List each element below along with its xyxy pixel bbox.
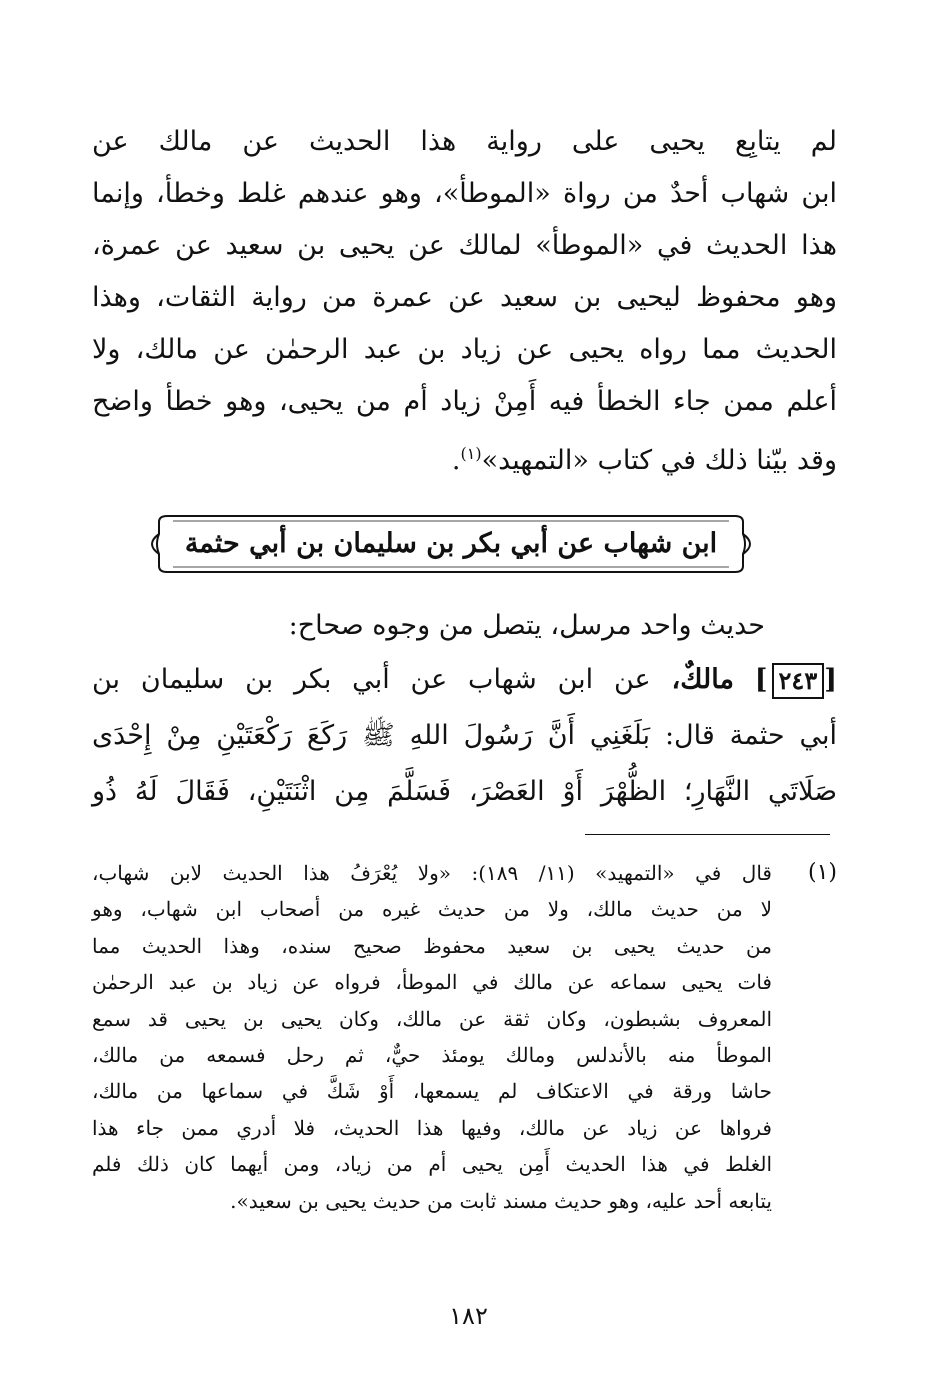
text-line: الحديث مما رواه يحيى عن زياد بن عبد الرحمٰن عن مالك، ولا (92, 334, 837, 365)
hadith-number: ٢٤٣ (772, 663, 825, 699)
text-line: ابن شهاب أحدٌ من رواة «الموطأ»، وهو عندهم غلط وخطأ، وإنما (92, 178, 837, 209)
footnote-line: حاشا ورقة في الاعتكاف لم يسمعها، أَوْ شَكَّ في سماعها من مالك، (92, 1079, 772, 1104)
bracket-close: ] (754, 664, 768, 695)
text-line-last (92, 428, 837, 480)
bracket-open: [ (824, 664, 837, 695)
footnote-line: يتابعه أحد عليه، وهو حديث مسند ثابت من حديث يحيى بن سعيد». (230, 1188, 772, 1213)
footnote-line: الموطأ منه بالأندلس ومالك يومئذ حيٌّ، ثم رحل فسمعه من مالك، (92, 1042, 772, 1067)
hadith-line1-rest: عن ابن شهاب عن أبي بكر بن سليمان بن (92, 664, 651, 695)
footnote-line: من حديث يحيى بن سعيد محفوظ صحيح سنده، وهذا الحديث مما (92, 933, 772, 958)
hadith-block (92, 652, 837, 820)
top-paragraph (92, 116, 837, 480)
footnote-reference: (١) (460, 444, 482, 463)
intro-line: حديث واحد مرسل، يتصل من وجوه صحاح: (288, 610, 765, 641)
section-heading: ابن شهاب عن أبي بكر بن سليمان بن أبي حثمة (184, 528, 718, 559)
footnote-line: فات يحيى سماعه عن مالك في الموطأ، فرواه عن زياد بن عبد الرحمٰن (92, 970, 772, 995)
section-heading-frame (137, 512, 765, 576)
text-line: وهو محفوظ ليحيى بن سعيد عن عمرة من رواية الثقات، وهذا (92, 282, 837, 313)
last-line-end: . (451, 445, 461, 476)
hadith-line: أبي حثمة قال: بَلَغَنِي أَنَّ رَسُولَ اللهِ ﷺ رَكَعَ رَكْعَتَيْنِ مِنْ إِحْدَى (92, 720, 837, 751)
hadith-first-line (92, 652, 837, 708)
footnote-line: فرواها عن زياد عن مالك، وفيها هذا الحديث، فلا أدري ممن جاء هذا (92, 1115, 772, 1140)
text-line: أعلم ممن جاء الخطأ فيه أَمِنْ زياد أم من يحيى، وهو خطأ واضح (92, 386, 837, 417)
text-line: هذا الحديث في «الموطأ» لمالك عن يحيى بن سعيد عن عمرة، (92, 230, 837, 261)
footnote-line: لا من حديث مالك، ولا من حديث غيره من أصحاب ابن شهاب، وهو (92, 897, 772, 922)
hadith-narrator: مالكٌ، (671, 664, 734, 695)
footnote-separator (585, 834, 830, 835)
footnote-line: المعروف بشبطون، وكان ثقة عن مالك، وكان يحيى بن يحيى قد سمع (92, 1006, 772, 1031)
footnote-line: قال في «التمهيد» (١١/ ١٨٩): «ولا يُعْرَفُ هذا الحديث لابن شهاب، (92, 861, 772, 885)
page-number: ١٨٢ (449, 1302, 488, 1330)
hadith-line: صَلَاتَي النَّهَارِ؛ الظُّهْرَ أَوْ العَصْرَ، فَسَلَّمَ مِن اثْنَتَيْنِ، فَقَالَ لَهُ ذُو (92, 776, 837, 807)
footnote-marker: (١) (807, 860, 837, 885)
footnote-line: الغلط في هذا الحديث أَمِن يحيى أم من زياد، ومن أيهما كان ذلك فلم (92, 1152, 772, 1177)
last-line-text: وقد بيّنا ذلك في كتاب «التمهيد» (481, 445, 837, 476)
footnote-body (92, 855, 772, 1219)
text-line: لم يتابِع يحيى على رواية هذا الحديث عن مالك عن (92, 126, 837, 157)
